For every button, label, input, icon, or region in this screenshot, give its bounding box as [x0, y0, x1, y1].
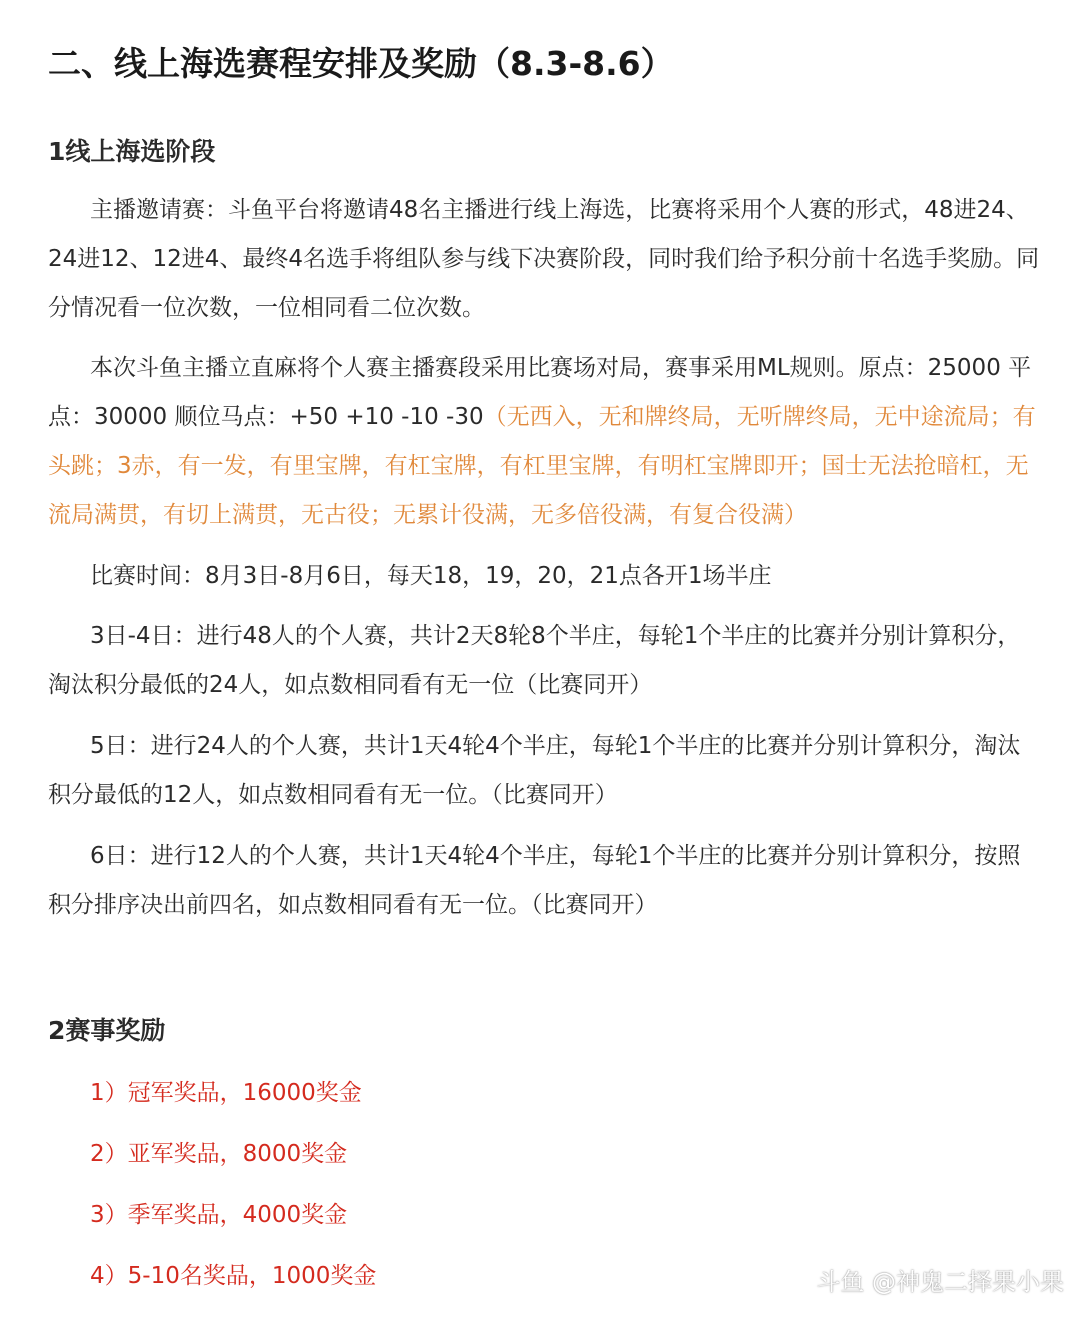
paragraph-rules — [48, 344, 1040, 540]
paragraph-day-5: 5日：进行24人的个人赛，共计1天4轮4个半庄，每轮1个半庄的比赛并分别计算积分，淘汰积分最低的12人，如点数相同看有无一位。（比赛同开） — [48, 733, 1021, 808]
prize-item-2: 2）亚军奖品，8000奖金 — [90, 1141, 348, 1167]
rules-highlight-text: （无西入，无和牌终局，无听牌终局，无中途流局；有头跳；3赤，有一发，有里宝牌，有杠宝牌，有杠里宝牌，有明杠宝牌即开；国士无法抢暗杠，无流局满贯，有切上满贯，无古役；无累计役满，无多倍役满，有复合役满） — [48, 404, 1036, 528]
page-title: 二、线上海选赛程安排及奖励（8.3-8.6） — [48, 44, 674, 83]
section-heading-rewards: 2赛事奖励 — [48, 1016, 166, 1045]
prize-item-1: 1）冠军奖品，16000奖金 — [90, 1080, 362, 1106]
paragraph-day-3-4: 3日-4日：进行48人的个人赛，共计2天8轮8个半庄，每轮1个半庄的比赛并分别计算积分，淘汰积分最低的24人，如点数相同看有无一位（比赛同开） — [48, 623, 1021, 698]
paragraph-match-time: 比赛时间：8月3日-8月6日，每天18，19，20，21点各开1场半庄 — [90, 563, 772, 589]
paragraph-invitational: 主播邀请赛：斗鱼平台将邀请48名主播进行线上海选，比赛将采用个人赛的形式，48进24、24进12、12进4、最终4名选手将组队参与线下决赛阶段，同时我们给予积分前十名选手奖励。同分情况看一位次数，一位相同看二位次数。 — [48, 197, 1040, 321]
paragraph-day-6: 6日：进行12人的个人赛，共计1天4轮4个半庄，每轮1个半庄的比赛并分别计算积分，按照积分排序决出前四名，如点数相同看有无一位。（比赛同开） — [48, 843, 1021, 918]
rules-plain-text: 本次斗鱼主播立直麻将个人赛主播赛段采用比赛场对局，赛事采用ML规则。原点：25000 平点：30000 顺位马点：+50 +10 -10 -30 — [48, 355, 1032, 430]
prize-item-3: 3）季军奖品，4000奖金 — [90, 1202, 348, 1228]
section-heading-online-qualifier: 1线上海选阶段 — [48, 137, 216, 166]
prize-item-4: 4）5-10名奖品，1000奖金 — [90, 1263, 377, 1289]
watermark-text: 斗鱼 @神鬼二择果小果 — [816, 1268, 1064, 1296]
